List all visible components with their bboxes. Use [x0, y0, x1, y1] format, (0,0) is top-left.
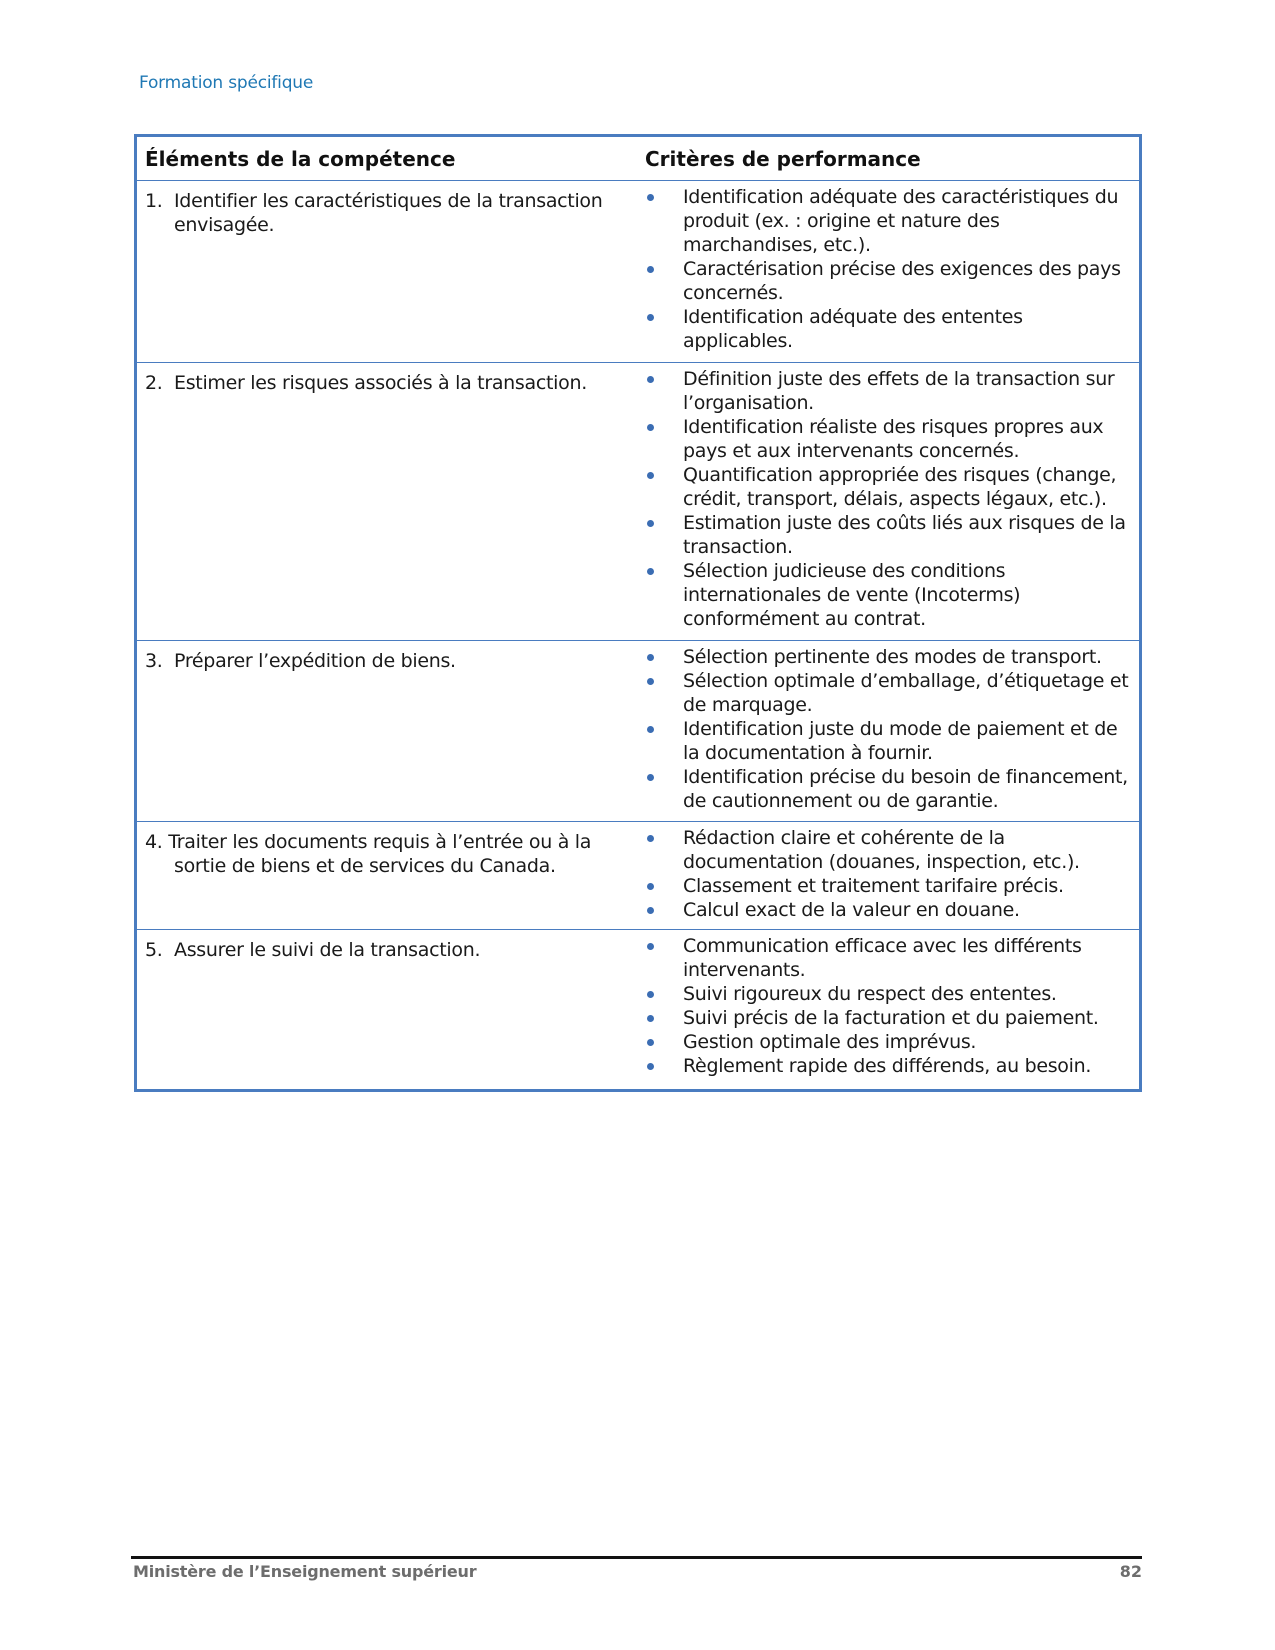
element-text: Préparer l’expédition de biens.	[174, 650, 456, 672]
element-cell	[137, 363, 637, 640]
bullet-icon	[645, 1030, 683, 1054]
bullet-icon	[645, 898, 683, 922]
bullet-icon	[645, 874, 683, 898]
list-item: Identification juste du mode de paiement et de la documentation à fournir.	[645, 717, 1133, 765]
element-number: 1.	[145, 190, 163, 212]
list-item: Suivi précis de la facturation et du paiement.	[645, 1006, 1133, 1030]
element-number: 2.	[145, 372, 163, 394]
footer-ministry: Ministère de l’Enseignement supérieur	[133, 1562, 477, 1581]
element-cell	[137, 822, 637, 929]
element-cell	[137, 930, 637, 1089]
list-item: Gestion optimale des imprévus.	[645, 1030, 1133, 1054]
list-item: Sélection optimale d’emballage, d’étiquetage et de marquage.	[645, 669, 1133, 717]
table-row	[137, 821, 1139, 929]
criteria-list	[645, 641, 1133, 813]
list-item: Identification réaliste des risques propres aux pays et aux intervenants concernés.	[645, 415, 1133, 463]
bullet-icon	[645, 826, 683, 874]
bullet-icon	[645, 511, 683, 559]
list-item: Identification adéquate des caractéristiques du produit (ex. : origine et nature des marchandises, etc.).	[645, 185, 1133, 257]
list-item: Classement et traitement tarifaire précis.	[645, 874, 1133, 898]
list-item: Estimation juste des coûts liés aux risques de la transaction.	[645, 511, 1133, 559]
list-item: Sélection pertinente des modes de transport.	[645, 645, 1133, 669]
table-row	[137, 929, 1139, 1089]
criteria-list	[645, 363, 1133, 631]
list-item: Rédaction claire et cohérente de la documentation (douanes, inspection, etc.).	[645, 826, 1133, 874]
element-number: 5.	[145, 939, 163, 961]
element-number: 3.	[145, 650, 163, 672]
criteria-list	[645, 181, 1133, 353]
criteria-cell	[637, 930, 1139, 1089]
element-cell	[137, 181, 637, 362]
bullet-icon	[645, 1006, 683, 1030]
bullet-icon	[645, 415, 683, 463]
list-item: Identification adéquate des ententes applicables.	[645, 305, 1133, 353]
bullet-icon	[645, 765, 683, 813]
criteria-cell	[637, 641, 1139, 821]
table-row	[137, 362, 1139, 640]
bullet-icon	[645, 982, 683, 1006]
table-row	[137, 640, 1139, 821]
running-header: Formation spécifique	[139, 73, 314, 93]
list-item: Communication efficace avec les différents intervenants.	[645, 934, 1133, 982]
criteria-list	[645, 822, 1133, 922]
element-text: Assurer le suivi de la transaction.	[174, 939, 481, 961]
element-text: Estimer les risques associés à la transaction.	[174, 372, 587, 394]
table-header-row	[137, 137, 1139, 180]
bullet-icon	[645, 934, 683, 982]
bullet-icon	[645, 645, 683, 669]
criteria-list	[645, 930, 1133, 1078]
bullet-icon	[645, 305, 683, 353]
bullet-icon	[645, 257, 683, 305]
list-item: Suivi rigoureux du respect des ententes.	[645, 982, 1133, 1006]
competency-table	[134, 134, 1142, 1092]
element-text: Identifier les caractéristiques de la transaction envisagée.	[174, 190, 603, 236]
table-row	[137, 180, 1139, 362]
list-item: Calcul exact de la valeur en douane.	[645, 898, 1133, 922]
page-number: 82	[1119, 1562, 1142, 1581]
list-item: Quantification appropriée des risques (change, crédit, transport, délais, aspects légaux, etc.).	[645, 463, 1133, 511]
bullet-icon	[645, 463, 683, 511]
criteria-cell	[637, 822, 1139, 929]
list-item: Sélection judicieuse des conditions internationales de vente (Incoterms) conformément au contrat.	[645, 559, 1133, 631]
list-item: Définition juste des effets de la transaction sur l’organisation.	[645, 367, 1133, 415]
element-text: 4. Traiter les documents requis à l’entrée ou à la sortie de biens et de services du Canada.	[145, 831, 592, 877]
criteria-cell	[637, 181, 1139, 362]
bullet-icon	[645, 559, 683, 631]
column-header-criteria: Critères de performance	[645, 146, 921, 171]
column-header-elements: Éléments de la compétence	[145, 146, 456, 171]
bullet-icon	[645, 669, 683, 717]
element-cell	[137, 641, 637, 821]
bullet-icon	[645, 367, 683, 415]
bullet-icon	[645, 1054, 683, 1078]
bullet-icon	[645, 717, 683, 765]
footer-divider	[131, 1556, 1142, 1559]
list-item: Identification précise du besoin de financement, de cautionnement ou de garantie.	[645, 765, 1133, 813]
list-item: Caractérisation précise des exigences des pays concernés.	[645, 257, 1133, 305]
criteria-cell	[637, 363, 1139, 640]
list-item: Règlement rapide des différends, au besoin.	[645, 1054, 1133, 1078]
bullet-icon	[645, 185, 683, 257]
